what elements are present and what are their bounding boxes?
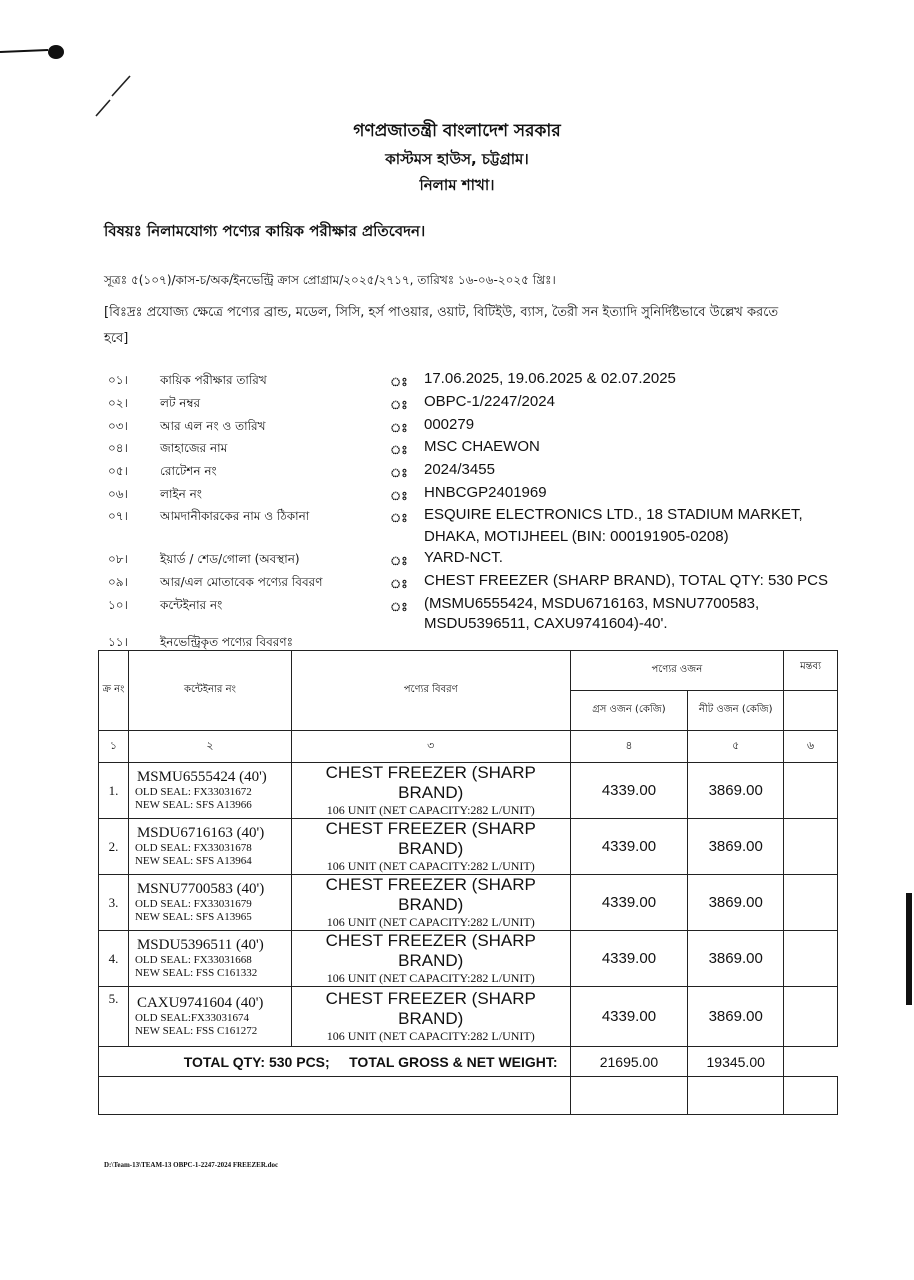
description-detail: 106 UNIT (NET CAPACITY:282 L/UNIT) [326, 971, 535, 985]
row-container [128, 931, 291, 987]
table-row [99, 931, 838, 987]
description-main: CHEST FREEZER (SHARP BRAND) [325, 763, 536, 802]
index-cell: ৪ [570, 731, 688, 763]
row-description [291, 819, 570, 875]
row-remarks [784, 987, 838, 1047]
info-separator: ঃ [390, 466, 408, 480]
row-container [128, 987, 291, 1047]
info-separator: ঃ [390, 511, 408, 525]
row-container [128, 875, 291, 931]
row-description [291, 875, 570, 931]
new-seal: NEW SEAL: FSS C161332 [134, 967, 258, 979]
old-seal: OLD SEAL: FX33031672 [134, 786, 252, 798]
inventory-table [98, 650, 838, 1115]
row-net-weight: 3869.00 [688, 875, 784, 931]
row-sl: 5. [99, 987, 129, 1047]
info-row [0, 418, 914, 440]
info-separator: ঃ [390, 554, 408, 568]
info-value: 000279 [424, 416, 475, 433]
info-value: 17.06.2025, 19.06.2025 & 02.07.2025 [424, 370, 676, 387]
table-row [99, 763, 838, 819]
info-row [0, 440, 914, 462]
old-seal: OLD SEAL:FX33031674 [134, 1012, 249, 1024]
old-seal: OLD SEAL: FX33031679 [134, 898, 252, 910]
info-row [0, 508, 914, 554]
info-number: ০৫। [108, 464, 128, 478]
description-detail: 106 UNIT (NET CAPACITY:282 L/UNIT) [326, 915, 535, 929]
total-net-weight: 19345.00 [688, 1047, 784, 1077]
container-number: MSDU6716163 (40') [136, 825, 265, 841]
info-label: রোটেশন নং [160, 464, 217, 478]
header-description: পণ্যের বিবরণ [291, 651, 570, 731]
info-separator: ঃ [390, 577, 408, 591]
subject-line: বিষয়ঃ নিলামযোগ্য পণ্যের কায়িক পরীক্ষার প্রতিবেদন। [104, 222, 426, 240]
info-number: ০৪। [108, 441, 128, 455]
index-cell: ১ [99, 731, 129, 763]
header-weight: পণ্যের ওজন [570, 651, 784, 691]
info-number: ০১। [108, 373, 128, 387]
office-name: কাস্টমস হাউস, চট্টগ্রাম। [385, 150, 529, 168]
container-number: MSDU5396511 (40') [136, 937, 264, 953]
info-label: জাহাজের নাম [160, 441, 228, 455]
new-seal: NEW SEAL: FSS C161272 [134, 1025, 258, 1037]
info-label: লট নম্বর [160, 396, 201, 410]
info-number: ১০। [108, 598, 128, 612]
row-description [291, 931, 570, 987]
info-number: ০৩। [108, 419, 128, 433]
info-label: ইনভেন্ট্রিকৃত পণ্যের বিবরণঃ [160, 635, 294, 649]
pen-mark [92, 72, 136, 124]
memo-reference: সূত্রঃ ৫(১০৭)/কাস-চ/অক/ইনভেন্ট্রি ক্রাস প্রোগ্রাম/২০২৫/২৭১৭, তারিখঃ ১৬-০৬-২০২৫ খ্রিঃ। [104, 273, 556, 287]
row-remarks [784, 875, 838, 931]
info-value: CHEST FREEZER (SHARP BRAND), TOTAL QTY: 530 PCS [424, 572, 828, 589]
row-net-weight: 3869.00 [688, 931, 784, 987]
row-remarks [784, 931, 838, 987]
row-gross-weight: 4339.00 [570, 875, 688, 931]
index-cell: ৫ [688, 731, 784, 763]
row-gross-weight: 4339.00 [570, 987, 688, 1047]
blank-cell [688, 1077, 784, 1115]
note-line-2: হবে] [104, 331, 129, 346]
info-separator: ঃ [390, 489, 408, 503]
row-description [291, 987, 570, 1047]
info-value: 2024/3455 [424, 461, 495, 478]
table-row [99, 987, 838, 1047]
header-remarks: মন্তব্য [784, 651, 838, 691]
blank-cell [99, 1077, 571, 1115]
info-value: ESQUIRE ELECTRONICS LTD., 18 STADIUM MARKET, [424, 506, 803, 523]
info-row [0, 574, 914, 596]
info-row [0, 372, 914, 394]
blank-cell [570, 1077, 688, 1115]
total-row [99, 1047, 838, 1077]
info-row [0, 597, 914, 637]
row-gross-weight: 4339.00 [570, 931, 688, 987]
row-gross-weight: 4339.00 [570, 819, 688, 875]
description-main: CHEST FREEZER (SHARP BRAND) [325, 875, 536, 914]
info-number: ০৬। [108, 487, 128, 501]
info-separator: ঃ [390, 421, 408, 435]
note-line-1: [বিঃদ্রঃ প্রযোজ্য ক্ষেত্রে পণ্যের ব্রান্ড, মডেল, সিসি, হর্স পাওয়ার, ওয়াট, বিটিইউ, ব্যাস, তৈরী সন ইত্যাদি সুনির্দিষ্টভাবে উল্লেখ করতে [104, 305, 779, 320]
section-name: নিলাম শাখা। [419, 176, 495, 194]
info-label: আমদানীকারকের নাম ও ঠিকানা [160, 509, 310, 523]
info-label: ইয়ার্ড / শেড/গোলা (অবস্থান) [160, 552, 300, 566]
info-row [0, 486, 914, 508]
row-description [291, 763, 570, 819]
old-seal: OLD SEAL: FX33031668 [134, 954, 252, 966]
header-gross: গ্রস ওজন (কেজি) [570, 691, 688, 731]
header-sl: ক্র নং [99, 651, 129, 731]
header-remarks-blank [784, 691, 838, 731]
row-sl: 1. [99, 763, 129, 819]
row-gross-weight: 4339.00 [570, 763, 688, 819]
info-row [0, 463, 914, 485]
info-number: ০৭। [108, 509, 128, 523]
description-main: CHEST FREEZER (SHARP BRAND) [325, 989, 536, 1028]
info-label: আর এল নং ও তারিখ [160, 419, 266, 433]
description-main: CHEST FREEZER (SHARP BRAND) [325, 819, 536, 858]
header-container: কন্টেইনার নং [128, 651, 291, 731]
info-separator: ঃ [390, 398, 408, 412]
scan-edge-bar [906, 893, 912, 1005]
container-number: MSMU6555424 (40') [136, 769, 267, 785]
government-title: গণপ্রজাতন্ত্রী বাংলাদেশ সরকার [353, 121, 561, 141]
blank-cell [784, 1077, 838, 1115]
container-number: MSNU7700583 (40') [136, 881, 265, 897]
info-separator: ঃ [390, 375, 408, 389]
info-separator: ঃ [390, 443, 408, 457]
instruction-note [104, 300, 834, 352]
info-value-line-2: MSDU5396511, CAXU9741604)-40'. [424, 615, 668, 632]
info-label: আর/এল মোতাবেক পণ্যের বিবরণ [160, 575, 323, 589]
info-separator: ঃ [390, 600, 408, 614]
row-remarks [784, 819, 838, 875]
total-label: TOTAL QTY: 530 PCS; TOTAL GROSS & NET WEIGHT: [99, 1047, 571, 1077]
row-sl: 3. [99, 875, 129, 931]
description-main: CHEST FREEZER (SHARP BRAND) [325, 931, 536, 970]
binder-mark [0, 44, 60, 58]
info-number: ০৮। [108, 552, 128, 566]
new-seal: NEW SEAL: SFS A13964 [134, 855, 252, 867]
description-detail: 106 UNIT (NET CAPACITY:282 L/UNIT) [326, 859, 535, 873]
info-number: ০৯। [108, 575, 128, 589]
row-net-weight: 3869.00 [688, 763, 784, 819]
new-seal: NEW SEAL: SFS A13966 [134, 799, 252, 811]
file-path-footer: D:\Team-13\TEAM-13 OBPC-1-2247-2024 FREEZER.doc [104, 1161, 279, 1169]
row-container [128, 819, 291, 875]
row-net-weight: 3869.00 [688, 819, 784, 875]
total-remarks [784, 1047, 838, 1077]
info-number: ১১। [108, 635, 128, 649]
index-cell: ৬ [784, 731, 838, 763]
old-seal: OLD SEAL: FX33031678 [134, 842, 252, 854]
table-row [99, 875, 838, 931]
new-seal: NEW SEAL: SFS A13965 [134, 911, 252, 923]
row-sl: 2. [99, 819, 129, 875]
info-number: ০২। [108, 396, 128, 410]
container-number: CAXU9741604 (40') [136, 995, 264, 1011]
row-remarks [784, 763, 838, 819]
total-gross-weight: 21695.00 [570, 1047, 688, 1077]
row-net-weight: 3869.00 [688, 987, 784, 1047]
info-row [0, 551, 914, 573]
info-label: কন্টেইনার নং [160, 598, 223, 612]
info-value: MSC CHAEWON [424, 438, 540, 455]
blank-row [99, 1077, 838, 1115]
info-value: OBPC-1/2247/2024 [424, 393, 555, 410]
description-detail: 106 UNIT (NET CAPACITY:282 L/UNIT) [326, 1029, 535, 1043]
info-value: YARD-NCT. [424, 549, 503, 566]
info-label: কায়িক পরীক্ষার তারিখ [160, 373, 267, 387]
header-net: নীট ওজন (কেজি) [688, 691, 784, 731]
index-cell: ৩ [291, 731, 570, 763]
info-label: লাইন নং [160, 487, 202, 501]
row-sl: 4. [99, 931, 129, 987]
row-container [128, 763, 291, 819]
description-detail: 106 UNIT (NET CAPACITY:282 L/UNIT) [326, 803, 535, 817]
table-row [99, 819, 838, 875]
info-row [0, 395, 914, 417]
info-value: HNBCGP2401969 [424, 484, 547, 501]
index-cell: ২ [128, 731, 291, 763]
info-value: (MSMU6555424, MSDU6716163, MSNU7700583, [424, 595, 760, 612]
info-value-line-2: DHAKA, MOTIJHEEL (BIN: 000191905-0208) [424, 528, 729, 545]
